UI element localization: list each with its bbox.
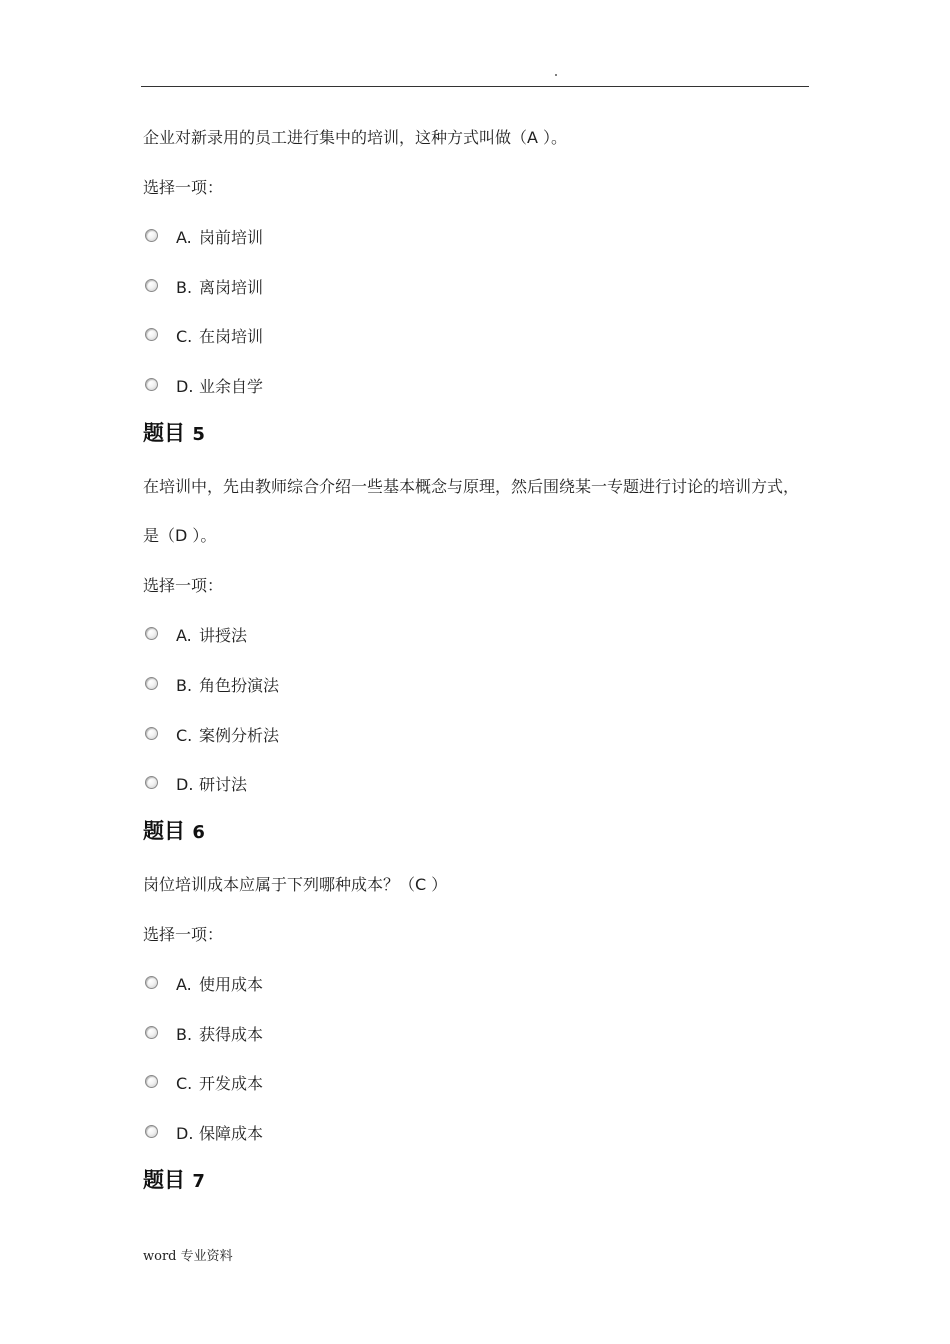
question-stem: 岗位培训成本应属于下列哪种成本？（C ） bbox=[143, 875, 448, 894]
option-text: 开发成本 bbox=[199, 1074, 264, 1093]
radio-button-icon[interactable] bbox=[145, 976, 158, 989]
radio-button-icon[interactable] bbox=[145, 627, 158, 640]
question-heading bbox=[143, 818, 205, 846]
option-letter: D. bbox=[176, 377, 194, 396]
question-stem-continued: 是（D ）。 bbox=[143, 526, 217, 545]
option-text: 研讨法 bbox=[199, 775, 248, 794]
option-letter: D. bbox=[176, 775, 194, 794]
radio-button-icon[interactable] bbox=[145, 229, 158, 242]
option-letter: A. bbox=[176, 975, 192, 994]
question-stem: 企业对新录用的员工进行集中的培训，这种方式叫做（A ）。 bbox=[143, 128, 568, 147]
option-letter: C. bbox=[176, 327, 193, 346]
option-letter: B. bbox=[176, 278, 193, 297]
question-stem: 在培训中，先由教师综合介绍一些基本概念与原理，然后围绕某一专题进行讨论的培训方式， bbox=[143, 477, 800, 496]
option-text: 业余自学 bbox=[199, 377, 264, 396]
header-rule bbox=[141, 86, 809, 87]
answer-prompt: 选择一项： bbox=[143, 178, 224, 197]
radio-button-icon[interactable] bbox=[145, 1125, 158, 1138]
option-text: 离岗培训 bbox=[199, 278, 264, 297]
answer-prompt: 选择一项： bbox=[143, 576, 224, 595]
option-letter: A. bbox=[176, 228, 192, 247]
option-text: 获得成本 bbox=[199, 1025, 264, 1044]
question-heading-label: 题目 bbox=[143, 819, 185, 843]
radio-button-icon[interactable] bbox=[145, 1075, 158, 1088]
radio-button-icon[interactable] bbox=[145, 727, 158, 740]
option-letter: D. bbox=[176, 1124, 194, 1143]
option-letter: B. bbox=[176, 1025, 193, 1044]
option-letter: A. bbox=[176, 626, 192, 645]
question-number: 7 bbox=[192, 1171, 205, 1192]
option-text: 角色扮演法 bbox=[199, 676, 280, 695]
page-footer: word 专业资料 bbox=[143, 1249, 233, 1264]
question-heading-label: 题目 bbox=[143, 421, 185, 445]
option-text: 讲授法 bbox=[199, 626, 248, 645]
radio-button-icon[interactable] bbox=[145, 677, 158, 690]
option-letter: C. bbox=[176, 1074, 193, 1093]
question-number: 6 bbox=[192, 822, 205, 843]
question-heading bbox=[143, 420, 205, 448]
radio-button-icon[interactable] bbox=[145, 328, 158, 341]
option-letter: B. bbox=[176, 676, 193, 695]
option-text: 使用成本 bbox=[199, 975, 264, 994]
header-mark bbox=[555, 74, 557, 76]
option-text: 案例分析法 bbox=[199, 726, 280, 745]
question-heading-label: 题目 bbox=[143, 1168, 185, 1192]
option-text: 在岗培训 bbox=[199, 327, 264, 346]
option-text: 岗前培训 bbox=[199, 228, 264, 247]
question-number: 5 bbox=[192, 424, 205, 445]
radio-button-icon[interactable] bbox=[145, 1026, 158, 1039]
radio-button-icon[interactable] bbox=[145, 378, 158, 391]
answer-prompt: 选择一项： bbox=[143, 925, 224, 944]
option-text: 保障成本 bbox=[199, 1124, 264, 1143]
question-heading bbox=[143, 1167, 205, 1195]
option-letter: C. bbox=[176, 726, 193, 745]
radio-button-icon[interactable] bbox=[145, 776, 158, 789]
radio-button-icon[interactable] bbox=[145, 279, 158, 292]
